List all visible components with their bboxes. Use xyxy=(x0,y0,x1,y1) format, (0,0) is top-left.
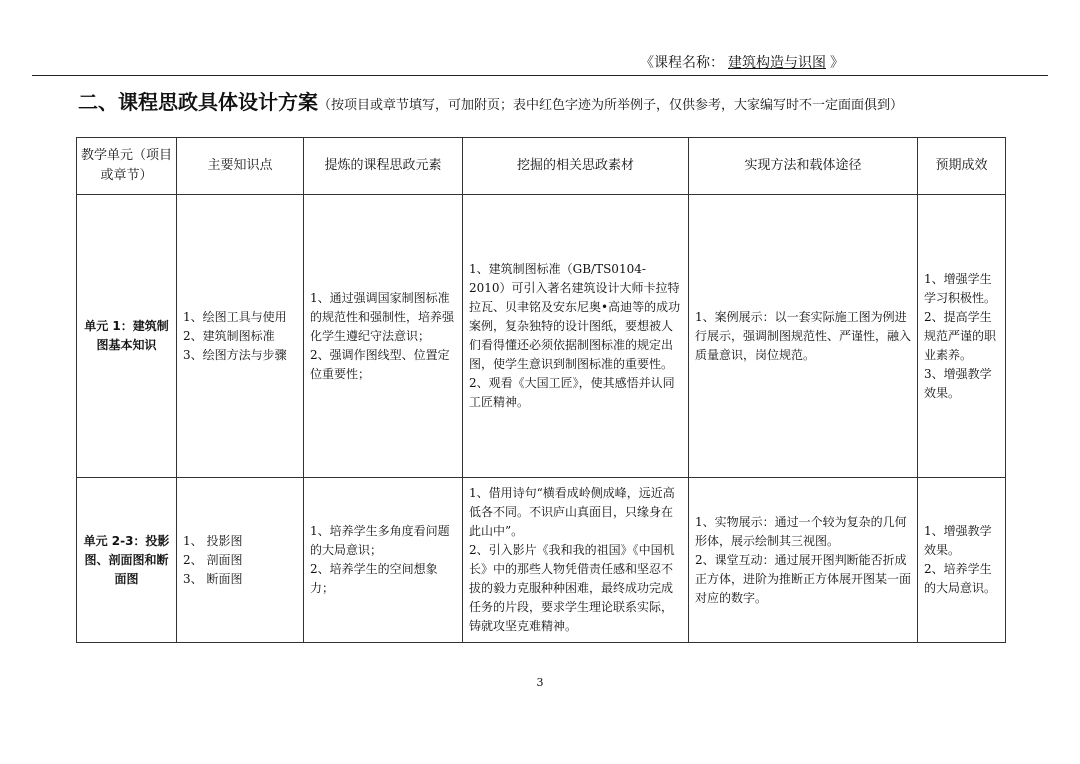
knowledge-item: 2、 剖面图 xyxy=(183,552,243,567)
knowledge-cell xyxy=(177,478,304,643)
header-knowledge-points: 主要知识点 xyxy=(177,138,304,195)
outcome-item: 3、增强教学效果。 xyxy=(924,366,992,400)
knowledge-item: 1、绘图工具与使用 xyxy=(183,309,287,324)
element-item: 2、培养学生的空间想象力； xyxy=(310,562,438,595)
unit-cell: 单元 2-3：投影图、剖面图和断面图 xyxy=(77,478,177,643)
section-title xyxy=(78,86,1038,115)
elements-cell xyxy=(304,478,463,643)
design-plan-table xyxy=(76,137,1006,643)
material-item: 2、观看《大国工匠》，使其感悟并认同工匠精神。 xyxy=(469,376,675,409)
knowledge-item: 3、 断面图 xyxy=(183,571,243,586)
knowledge-item: 3、绘图方法与步骤 xyxy=(183,347,287,362)
header-ideological-elements: 提炼的课程思政元素 xyxy=(304,138,463,195)
course-name: 建筑构造与识图 xyxy=(728,55,826,71)
table-row xyxy=(77,195,1006,478)
method-item: 1、案例展示：以一套实际施工图为例进行展示，强调制图规范性、严谨性，融入质量意识，岗位规范。 xyxy=(695,309,912,362)
knowledge-item: 1、 投影图 xyxy=(183,533,243,548)
element-item: 2、强调作图线型、位置定位重要性； xyxy=(310,347,450,381)
methods-cell xyxy=(689,478,918,643)
unit-cell: 单元 1：建筑制图基本知识 xyxy=(77,195,177,478)
header-methods: 实现方法和载体途径 xyxy=(689,138,918,195)
course-header-prefix: 《课程名称： xyxy=(640,55,724,71)
section-note: （按项目或章节填写，可加附页；表中红色字迹为所举例子，仅供参考，大家编写时不一定面面俱到） xyxy=(318,98,904,113)
element-item: 1、通过强调国家制图标准的规范性和强制性，培养强化学生遵纪守法意识； xyxy=(310,290,455,343)
page-number: 3 xyxy=(536,676,544,689)
method-item: 2、课堂互动：通过展开图判断能否折成正方体，进阶为推断正方体展开图某一面对应的数字。 xyxy=(695,552,912,605)
method-item: 1、实物展示：通过一个较为复杂的几何形体，展示绘制其三视图。 xyxy=(695,514,907,548)
header-rule xyxy=(32,75,1048,76)
outcomes-cell xyxy=(918,195,1006,478)
knowledge-item: 2、建筑制图标准 xyxy=(183,328,275,343)
outcome-item: 1、增强学生学习积极性。 xyxy=(924,271,997,305)
header-materials: 挖掘的相关思政素材 xyxy=(463,138,689,195)
material-item: 1、建筑制图标准（GB/TS0104-2010）可引入著名建筑设计大师卡拉特拉瓦、贝聿铭及安东尼奥•高迪等的成功案例，复杂独特的设计图纸，要想被人们看得懂还必须依据制图标准的规定出图，使学生意识到制图标准的重要性。 xyxy=(469,262,681,371)
materials-cell xyxy=(463,195,689,478)
section-heading: 二、课程思政具体设计方案 xyxy=(78,90,318,114)
course-header-suffix: 》 xyxy=(830,55,844,71)
table-header-row xyxy=(77,138,1006,195)
course-name-header xyxy=(640,52,1040,72)
header-outcomes: 预期成效 xyxy=(918,138,1006,195)
outcome-item: 2、提高学生规范严谨的职业素养。 xyxy=(924,309,997,362)
outcomes-cell xyxy=(918,478,1006,643)
table-row xyxy=(77,478,1006,643)
outcome-item: 2、培养学生的大局意识。 xyxy=(924,562,997,595)
knowledge-cell xyxy=(177,195,304,478)
material-item: 1、借用诗句“横看成岭侧成峰，远近高低各不同。不识庐山真面目，只缘身在此山中”。 xyxy=(469,486,675,538)
methods-cell xyxy=(689,195,918,478)
header-teaching-unit: 教学单元（项目或章节） xyxy=(77,138,177,195)
element-item: 1、培养学生多角度看问题的大局意识； xyxy=(310,524,450,557)
elements-cell xyxy=(304,195,463,478)
materials-cell xyxy=(463,478,689,643)
outcome-item: 1、增强教学效果。 xyxy=(924,524,992,557)
material-item: 2、引入影片《我和我的祖国》《中国机长》中的那些人物凭借责任感和坚忍不拔的毅力克服种种困难，最终成功完成任务的片段，要求学生理论联系实际，铸就攻坚克难精神。 xyxy=(469,543,675,633)
